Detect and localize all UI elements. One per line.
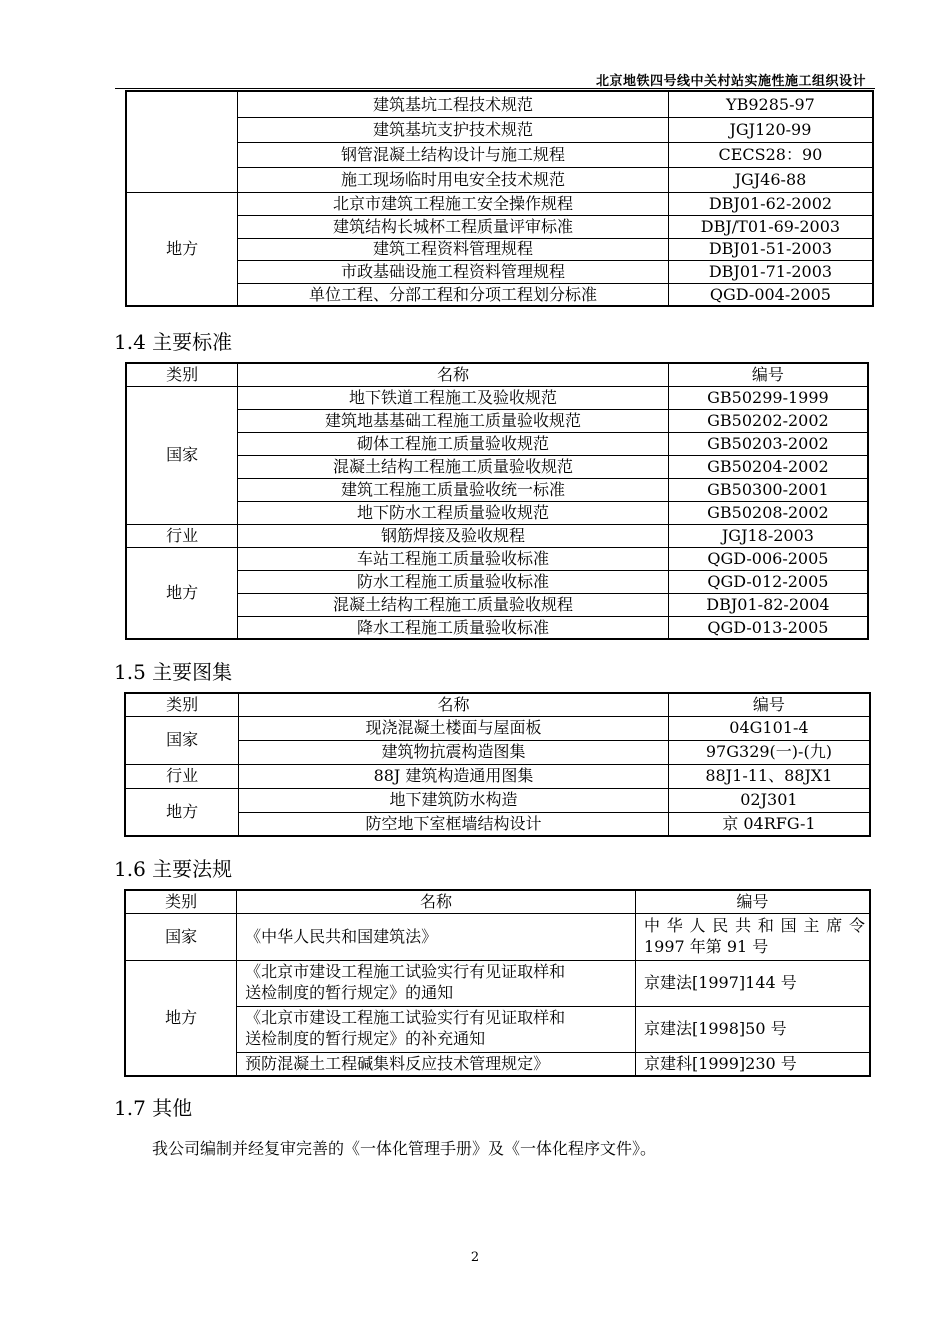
column-header: 编号	[668, 693, 870, 716]
table-cell-name: 防空地下室框墙结构设计	[239, 812, 669, 836]
table-cell-code	[635, 913, 870, 960]
category-cell: 国家	[125, 716, 239, 764]
category-cell: 行业	[126, 524, 238, 547]
category-cell: 地方	[126, 192, 238, 306]
name-line: 《北京市建设工程施工试验实行有见证取样和	[245, 1008, 566, 1028]
table-cell-name: 建筑地基基础工程施工质量验收规范	[238, 409, 669, 432]
column-header: 名称	[239, 693, 669, 716]
table-cell-code: DBJ/T01-69-2003	[668, 215, 873, 238]
table-cell-code: QGD-012-2005	[668, 570, 868, 593]
table-cell-code: 97G329(一)-(九)	[668, 740, 870, 764]
table-cell-name: 88J 建筑构造通用图集	[239, 764, 669, 788]
main-standards-table	[125, 362, 869, 640]
table-cell-code: GB50300-2001	[668, 478, 868, 501]
category-cell: 国家	[125, 913, 237, 960]
table-cell-name: 施工现场临时用电安全技术规范	[238, 167, 669, 192]
table-cell-code: JGJ46-88	[668, 167, 873, 192]
table-cell-code: 京 04RFG-1	[668, 812, 870, 836]
table-cell-code: GB50203-2002	[668, 432, 868, 455]
column-header: 类别	[125, 890, 237, 913]
column-header: 类别	[126, 363, 238, 386]
standards-continued-table	[125, 90, 874, 307]
table-cell-name: 建筑基坑支护技术规范	[238, 117, 669, 142]
table-cell-name: 防水工程施工质量验收标准	[238, 570, 669, 593]
table-cell-code: 04G101-4	[668, 716, 870, 740]
table-cell-code: 京建法[1998]50 号	[635, 1006, 870, 1052]
table-cell-code: CECS28：90	[668, 142, 873, 167]
category-cell: 地方	[125, 960, 237, 1076]
category-cell: 地方	[125, 788, 239, 836]
table-cell-name: 地下建筑防水构造	[239, 788, 669, 812]
table-cell-code: QGD-004-2005	[668, 283, 873, 306]
table-cell-code: YB9285-97	[668, 91, 873, 117]
main-atlas-table	[124, 692, 871, 837]
category-cell	[126, 91, 238, 192]
table-cell-name: 混凝土结构工程施工质量验收规程	[238, 593, 669, 616]
table-cell-name: 建筑工程施工质量验收统一标准	[238, 478, 669, 501]
page-number: 2	[470, 1250, 480, 1265]
code-line: 1997 年第 91 号	[643, 936, 769, 956]
column-header: 名称	[237, 890, 636, 913]
table-cell-name: 单位工程、分部工程和分项工程划分标准	[238, 283, 669, 306]
column-header: 类别	[125, 693, 239, 716]
table-cell-name	[237, 960, 636, 1006]
table-cell-name: 钢筋焊接及验收规程	[238, 524, 669, 547]
table-cell-name: 建筑基坑工程技术规范	[238, 91, 669, 117]
code-line: 中华人民共和国主席令	[643, 915, 865, 935]
header-rule	[115, 88, 875, 89]
name-line: 《北京市建设工程施工试验实行有见证取样和	[245, 962, 566, 982]
table-cell-name: 地下防水工程质量验收规范	[238, 501, 669, 524]
table-cell-code: 京建科[1999]230 号	[635, 1052, 870, 1076]
table-cell-name: 市政基础设施工程资料管理规程	[238, 260, 669, 283]
table-cell-code: 88J1-11、88JX1	[668, 764, 870, 788]
name-line: 送检制度的暂行规定》的通知	[245, 983, 454, 1002]
table-cell-code: DBJ01-51-2003	[668, 238, 873, 260]
table-cell-name: 钢管混凝土结构设计与施工规程	[238, 142, 669, 167]
table-cell-name: 北京市建筑工程施工安全操作规程	[238, 192, 669, 215]
table-cell-code: JGJ120-99	[668, 117, 873, 142]
category-cell: 行业	[125, 764, 239, 788]
running-header: 北京地铁四号线中关村站实施性施工组织设计	[595, 74, 866, 89]
table-cell-code: GB50208-2002	[668, 501, 868, 524]
table-cell-name: 建筑结构长城杯工程质量评审标准	[238, 215, 669, 238]
table-cell-code: DBJ01-62-2002	[668, 192, 873, 215]
body-paragraph: 我公司编制并经复审完善的《一体化管理手册》及《一体化程序文件》。	[152, 1139, 657, 1158]
section-heading-1-7: 1.7 其他	[114, 1096, 193, 1120]
table-cell-name: 地下铁道工程施工及验收规范	[238, 386, 669, 409]
table-cell-code: 02J301	[668, 788, 870, 812]
table-cell-name: 建筑工程资料管理规程	[238, 238, 669, 260]
column-header: 名称	[238, 363, 669, 386]
table-cell-code: QGD-013-2005	[668, 616, 868, 639]
table-cell-code: JGJ18-2003	[668, 524, 868, 547]
table-cell-code: DBJ01-71-2003	[668, 260, 873, 283]
table-cell-code: DBJ01-82-2004	[668, 593, 868, 616]
main-regulations-table	[124, 889, 871, 1077]
table-cell-name: 现浇混凝土楼面与屋面板	[239, 716, 669, 740]
table-cell-code: GB50202-2002	[668, 409, 868, 432]
table-cell-code: GB50204-2002	[668, 455, 868, 478]
section-heading-1-4: 1.4 主要标准	[114, 330, 233, 354]
table-cell-name	[237, 1006, 636, 1052]
category-cell: 地方	[126, 547, 238, 639]
table-cell-name: 降水工程施工质量验收标准	[238, 616, 669, 639]
table-cell-code: 京建法[1997]144 号	[635, 960, 870, 1006]
table-cell-name: 《中华人民共和国建筑法》	[237, 913, 636, 960]
name-line: 送检制度的暂行规定》的补充通知	[245, 1029, 486, 1048]
table-cell-name: 预防混凝土工程碱集料反应技术管理规定》	[237, 1052, 636, 1076]
category-cell: 国家	[126, 386, 238, 524]
table-cell-code: QGD-006-2005	[668, 547, 868, 570]
column-header: 编号	[635, 890, 870, 913]
section-heading-1-5: 1.5 主要图集	[114, 660, 233, 684]
table-cell-name: 砌体工程施工质量验收规范	[238, 432, 669, 455]
column-header: 编号	[668, 363, 868, 386]
table-cell-name: 混凝土结构工程施工质量验收规范	[238, 455, 669, 478]
table-cell-code: GB50299-1999	[668, 386, 868, 409]
table-cell-name: 建筑物抗震构造图集	[239, 740, 669, 764]
table-cell-name: 车站工程施工质量验收标准	[238, 547, 669, 570]
section-heading-1-6: 1.6 主要法规	[114, 857, 233, 881]
